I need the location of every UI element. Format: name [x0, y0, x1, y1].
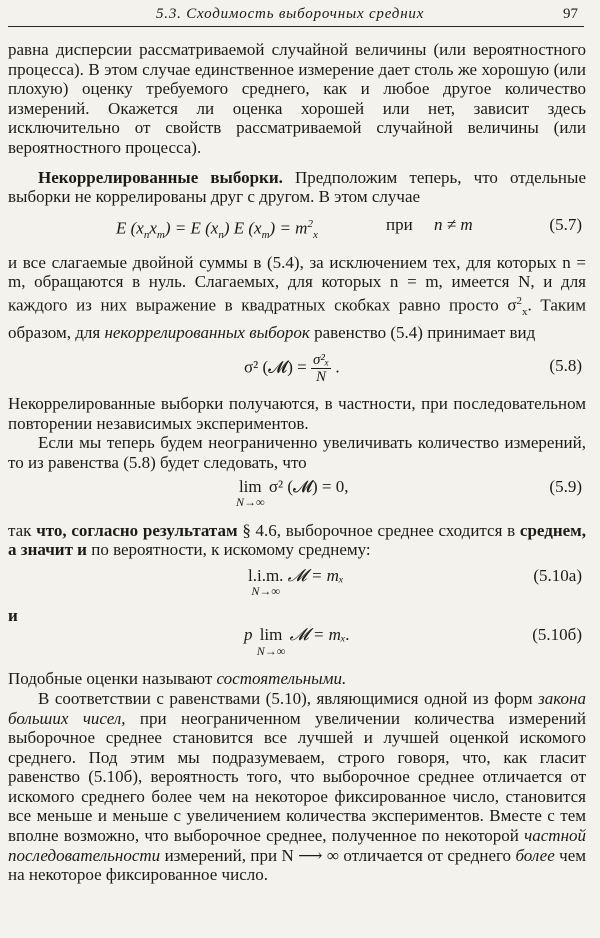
conjunction: и	[8, 605, 18, 625]
page-number: 97	[563, 6, 578, 22]
paragraph: Некоррелированные выборки получаются, в частности, при последовательном повторении независимых экспериментов.	[8, 394, 586, 433]
page-body	[8, 40, 586, 885]
equation-number: (5.8)	[549, 356, 582, 376]
equation-number: (5.9)	[549, 476, 582, 496]
paragraph: Подобные оценки называют состоятельными.	[8, 669, 347, 689]
equation-number: (5.10б)	[532, 625, 582, 645]
equation-5-7: E $(x_nx_m) = E$ $(x_n)$ E $(x_m) = m^2_x$ при n ≠ m (5.7)	[116, 214, 582, 241]
equation-5-8: σ² (𝓜) = $\frac{\text{σ²ₓ}}{N}$ . (5.8)	[244, 352, 582, 386]
paragraph: так что, согласно результатам § 4.6, выборочное среднее сходится в среднем, а значит и по вероятности, к искомому среднему:	[8, 520, 587, 560]
equation-number: (5.10a)	[533, 565, 582, 585]
equation-5-10b: p lim N→∞ 𝓜 = mₓ. (5.10б)	[244, 625, 582, 658]
paragraph: Если мы теперь будем неограниченно увеличивать количество измерений, то из равенства (5.8) будет следовать, что	[8, 433, 586, 472]
paragraph: равна дисперсии рассматриваемой случайной величины (или вероятностного процесса). В этом случае единственное измерение дает столь же хорошую (или плохую) оценку требуемого среднего, как и любое другое количество измерений. Окажется ли оценка хорошей или нет, зависит здесь исключительно от свойств рассматриваемой случайной величины (или вероятностного процесса).	[8, 40, 586, 157]
running-header	[8, 4, 584, 27]
equation-number: (5.7)	[549, 214, 582, 234]
paragraph: и все слагаемые двойной суммы в (5.4), за исключением тех, для которых n = m, обращаются в нуль. Слагаемых, для которых n = m, имеется N, и для каждого из них выражение в квадратных скобках равно просто $\sigma^2_x$. Таким образом, для некоррелированных выборок равенство (5.4) принимает вид	[8, 252, 586, 342]
equation-5-9: lim N→∞ σ² (𝓜) = 0, (5.9)	[236, 476, 582, 510]
subsection-heading: Некоррелированные выборки.	[38, 167, 283, 187]
section-title: 5.3. Сходимость выборочных средних	[156, 6, 425, 22]
paragraph: В соответствии с равенствами (5.10), являющимися одной из форм закона больших чисел, при неограниченном увеличении количества измерений выборочное среднее становится все лучшей и лучшей оценкой искомого среднего. Под этим мы подразумеваем, строго говоря, что, как гласит равенство (5.10б), вероятность того, что выборочное среднее отличается от искомого среднего более чем на некоторое фиксированное число, становится все меньше и меньше с увеличением количества экспериментов. Вместе с тем вполне возможно, что выборочное среднее, полученное по некоторой частной последовательности измерений, при N ⟶ ∞ отличается от среднего более чем на некоторое фиксированное число.	[8, 688, 587, 885]
paragraph: Некоррелированные выборки. Предположим теперь, что отдельные выборки не коррелированы друг с другом. В этом случае	[8, 167, 586, 207]
equation-5-10a: l.i.m. N→∞ 𝓜 = mₓ (5.10a)	[248, 565, 582, 599]
